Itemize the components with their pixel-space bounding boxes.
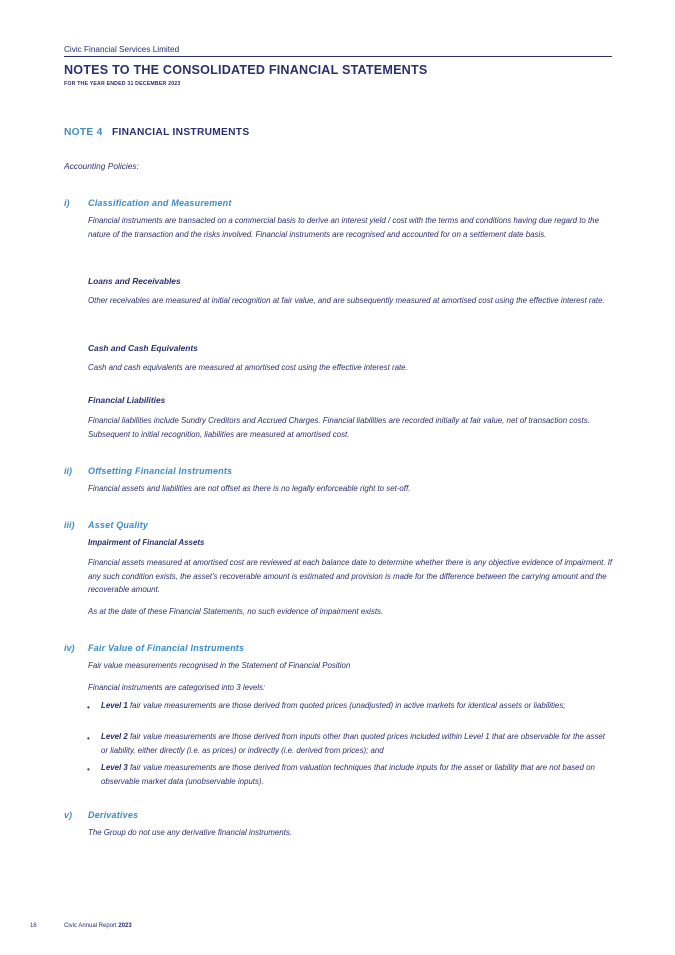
section-iii-number: iii) — [64, 520, 75, 530]
level-2-label: Level 2 — [101, 732, 128, 741]
level-1-label: Level 1 — [101, 701, 128, 710]
liabilities-body: Financial liabilities include Sundry Creditors and Accrued Charges. Financial liabilities are recorded initially at fair value, net of transaction costs. Subsequent to initial recognition, liabilities are measured at amortised cost. — [88, 416, 590, 439]
level-2-text: fair value measurements are those derived from inputs other than quoted prices included within Level 1 that are observable for the asset or liability, either directly (i.e. as prices) or indirectly (i.e. derived from prices); and — [101, 732, 605, 755]
note-title: FINANCIAL INSTRUMENTS — [112, 127, 250, 138]
loans-heading: Loans and Receivables — [88, 276, 181, 286]
note-number: NOTE 4 — [64, 127, 103, 138]
company-name: Civic Financial Services Limited — [64, 45, 180, 54]
section-i-number: i) — [64, 198, 70, 208]
report-footer — [64, 923, 132, 929]
header-divider — [64, 56, 612, 57]
level-3-label: Level 3 — [101, 763, 128, 772]
cash-heading: Cash and Cash Equivalents — [88, 343, 198, 353]
bullet-marker: • — [87, 703, 90, 712]
page-number: 16 — [30, 923, 37, 929]
level-1-item — [101, 699, 611, 713]
level-3-item — [101, 761, 611, 788]
report-name: Civic Annual Report — [64, 923, 119, 929]
bullet-marker: • — [87, 765, 90, 774]
section-i-title: Classification and Measurement — [88, 198, 232, 208]
liabilities-heading: Financial Liabilities — [88, 395, 166, 405]
section-v-title: Derivatives — [88, 810, 139, 820]
bullet-marker: • — [87, 734, 90, 743]
impairment-heading: Impairment of Financial Assets — [88, 538, 205, 547]
accounting-policies-label: Accounting Policies: — [64, 161, 139, 171]
section-iv-title: Fair Value of Financial Instruments — [88, 643, 245, 653]
page-subtitle: FOR THE YEAR ENDED 31 DECEMBER 2023 — [64, 81, 181, 87]
level-3-text: fair value measurements are those derived from valuation techniques that include inputs for the asset or liability that are not based on observable market data (unobservable inputs). — [101, 763, 595, 786]
section-iv-body: Fair value measurements recognised in the Statement of Financial Position — [88, 661, 351, 670]
section-v-number: v) — [64, 810, 73, 820]
section-iv-body-2: Financial instruments are categorised into 3 levels: — [88, 683, 266, 692]
section-iii-body-2: As at the date of these Financial Statements, no such evidence of impairment exists. — [88, 607, 384, 616]
section-iii-body: Financial assets measured at amortised cost are reviewed at each balance date to determine whether there is any objective evidence of impairment. If any such condition exists, the asset's recoverable amount is estimated and provision is made for the difference between the carrying amount and the recoverable amount. — [88, 558, 613, 595]
section-v-body: The Group do not use any derivative financial instruments. — [88, 828, 292, 837]
cash-body: Cash and cash equivalents are measured at amortised cost using the effective interest rate. — [88, 363, 408, 372]
report-year: 2023 — [118, 923, 132, 929]
section-iii-title: Asset Quality — [88, 520, 149, 530]
section-ii-number: ii) — [64, 466, 72, 476]
page-title: NOTES TO THE CONSOLIDATED FINANCIAL STATEMENTS — [64, 63, 428, 77]
section-i-body: Financial instruments are transacted on a commercial basis to derive an interest yield / cost with the terms and conditions having due regard to the nature of the transaction and the risks involved. Financial instruments are recognised and accounted for on a settlement date basis. — [88, 216, 599, 239]
section-iv-number: iv) — [64, 643, 75, 653]
section-ii-body: Financial assets and liabilities are not offset as there is no legally enforceable right to set-off. — [88, 484, 411, 493]
section-ii-title: Offsetting Financial Instruments — [88, 466, 233, 476]
loans-body: Other receivables are measured at initial recognition at fair value, and are subsequently measured at amortised cost using the effective interest rate. — [88, 296, 605, 305]
level-1-text: fair value measurements are those derived from quoted prices (unadjusted) in active markets for identical assets or liabilities; — [127, 701, 566, 710]
level-2-item — [101, 730, 611, 757]
